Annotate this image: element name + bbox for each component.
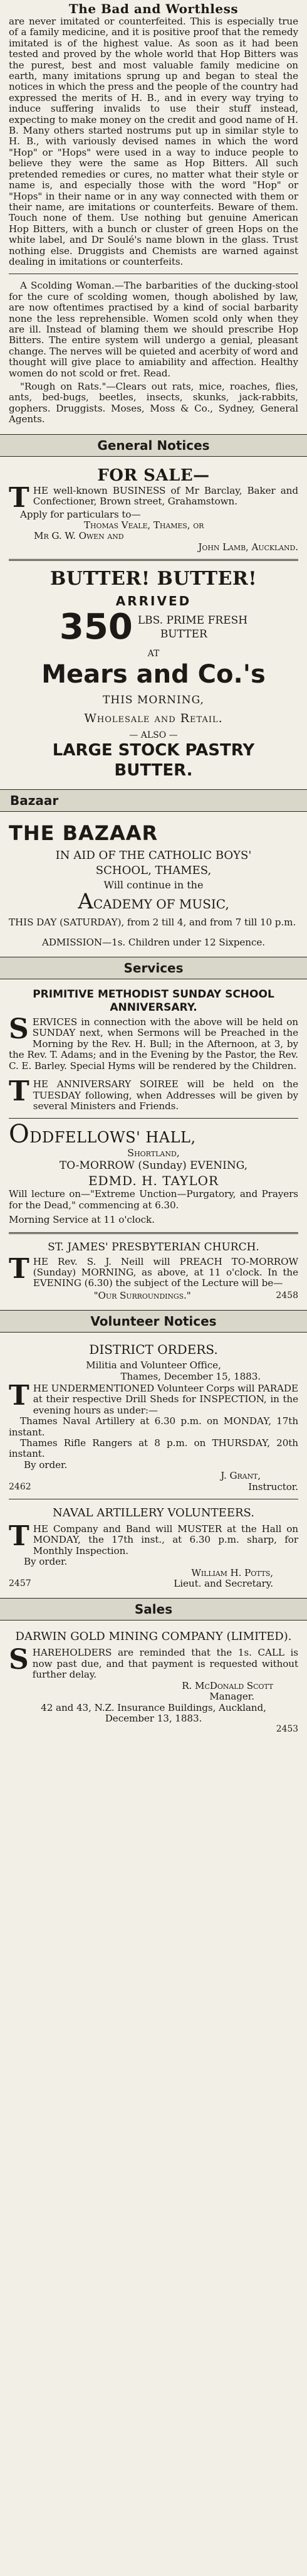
oddfellows-speaker: EDMD. H. TAYLOR xyxy=(88,1173,219,1189)
naval-heading: NAVAL ARTILLERY VOLUNTEERS. xyxy=(53,1506,254,1520)
district-corps-2: Thames Rifle Rangers at 8 p.m. on THURSDAY, 20th instant. xyxy=(9,1437,298,1460)
naval-dropcap: T xyxy=(9,1520,29,1553)
for-sale-signer-1: Thomas Veale, Thames, or xyxy=(84,519,204,531)
bazaar-heading: THE BAZAAR xyxy=(9,821,159,846)
section-bazaar: Bazaar xyxy=(0,789,307,812)
district-by-order: By order. xyxy=(24,1459,68,1471)
darwin-body: HAREHOLDERS are reminded that the 1s. CALL is now past due, and that payment is requested without further delay. xyxy=(32,1647,298,1681)
district-corps-1: Thames Naval Artillery at 6.30 p.m. on MONDAY, 17th instant. xyxy=(9,1415,298,1438)
darwin-signer: R. McDonald Scott xyxy=(182,1679,273,1691)
darwin-ad xyxy=(9,1629,298,1735)
butter-firm: Mears and Co.'s xyxy=(41,660,266,689)
bazaar-ad xyxy=(9,821,298,948)
bazaar-today: THIS DAY (SATURDAY), from 2 till 4, and from 7 till 10 p.m. xyxy=(9,917,296,929)
oddfellows-heading-row xyxy=(9,1120,298,1149)
darwin-dropcap: S xyxy=(9,1644,29,1676)
oddfellows-service: Morning Service at 11 o'clock. xyxy=(9,1214,155,1226)
for-sale-dropcap: T xyxy=(9,481,29,514)
butter-label: BUTTER xyxy=(160,628,207,641)
st-james-subject: "Our Surroundings." xyxy=(93,1289,191,1301)
bazaar-academy: CADEMY OF MUSIC, xyxy=(93,897,229,912)
divider xyxy=(9,559,298,561)
darwin-title: Manager. xyxy=(209,1691,254,1703)
butter-pastry-2: BUTTER. xyxy=(114,761,193,780)
bazaar-line-2: SCHOOL, THAMES, xyxy=(95,864,212,878)
bazaar-line-1: IN AID OF THE CATHOLIC BOYS' xyxy=(55,849,252,863)
oddfellows-heading: DDFELLOWS' HALL, xyxy=(29,1129,196,1147)
primitive-heading: PRIMITIVE METHODIST SUNDAY SCHOOL ANNIVERSARY. xyxy=(33,988,274,1014)
district-sub: Militia and Volunteer Office, xyxy=(86,1360,221,1371)
darwin-address: 42 and 43, N.Z. Insurance Buildings, Auckland, December 13, 1883. xyxy=(41,1701,266,1724)
section-sales: Sales xyxy=(0,1598,307,1621)
naval-title: Lieut. and Secretary. xyxy=(174,1578,273,1590)
darwin-heading: DARWIN GOLD MINING COMPANY (LIMITED). xyxy=(15,1630,292,1644)
naval-num: 2457 xyxy=(9,1578,31,1589)
for-sale-heading: FOR SALE— xyxy=(97,466,210,485)
naval-signer: William H. Potts, xyxy=(191,1567,273,1578)
district-num: 2462 xyxy=(9,1481,31,1492)
district-heading: DISTRICT ORDERS. xyxy=(89,1342,218,1358)
district-body: HE UNDERMENTIONED Volunteer Corps will PARADE at their respective Drill Sheds for INSPECTION, in the evening hours as under:— xyxy=(33,1382,298,1416)
st-james-num: 2458 xyxy=(276,1290,298,1301)
divider xyxy=(9,1232,298,1234)
naval-by-order: By order. xyxy=(24,1556,68,1568)
for-sale-ad xyxy=(9,466,298,553)
primitive-body-2: HE ANNIVERSARY SOIREE will be held on the TUESDAY following, when Addresses will be given by several Ministers and Friends. xyxy=(33,1078,298,1112)
butter-lbs: LBS. PRIME FRESH xyxy=(137,614,248,627)
butter-quantity-row xyxy=(9,607,298,648)
section-services: Services xyxy=(0,957,307,979)
naval-body: HE Company and Band will MUSTER at the Hall on MONDAY, the 17th inst., at 6.30 p.m. sharp, for Monthly Inspection. xyxy=(33,1523,298,1557)
oddfellows-when: TO-MORROW (Sunday) EVENING, xyxy=(59,1159,248,1173)
st-james-body: HE Rev. S. J. Neill will PREACH TO-MORROW (Sunday) MORNING, as above, at 11 o'clock. In the EVENING (6.30) the subject of the Lecture will be— xyxy=(33,1255,298,1289)
bazaar-line-3: Will continue in the xyxy=(103,879,204,891)
bazaar-academy-row xyxy=(9,889,298,915)
butter-at: AT xyxy=(147,649,160,659)
butter-qty: 350 xyxy=(59,607,133,648)
divider xyxy=(9,1118,298,1119)
district-orders-ad xyxy=(9,1341,298,1493)
district-dropcap: T xyxy=(9,1379,29,1412)
scolding-woman-ad xyxy=(9,280,298,425)
oddfellows-ad xyxy=(9,1120,298,1226)
st-james-ad xyxy=(9,1240,298,1302)
scolding-woman-body: A Scolding Woman.—The barbarities of the ducking-stool for the cure of scolding women, though abolished by law, are now oftentimes practised by a kind of social barbarity none the less reprehensible. Women scold only when they are ill. Instead of blaming them we should prescribe Hop Bitters. The entire system will undergo a genial, pleasant change. The nerves will be quieted and acerbity of word and thought will give place to amiability and affection. Healthy women do not scold or fret. Read. xyxy=(9,280,298,379)
primitive-dropcap: S xyxy=(9,1013,29,1046)
butter-arrived: ARRIVED xyxy=(115,593,192,609)
hop-bitters-heading: The Bad and Worthless xyxy=(68,1,239,16)
butter-trade: Wholesale and Retail. xyxy=(84,711,223,726)
butter-heading: BUTTER! BUTTER! xyxy=(49,568,258,590)
hop-bitters-body: are never imitated or counterfeited. This is especially true of a family medicine, and it is positive proof that the remedy imitated is of the highest value. As soon as it had been tested and proved by the whole world that Hop Bitters was the purest, best and most valuable family medicine on earth, many imitations sprung up and began to steal the notices in which the press and the people of the country had expressed the merits of H. B., and in every way trying to induce suffering invalids to use their stuff instead, expecting to make money on the credit and good name of H. B. Many others started nostrums put up in similar style to H. B., with variously devised names in which the word "Hop" or "Hops" were used in a way to induce people to believe they were the same as Hop Bitters. All such pretended remedies or cures, no matter what their style or name is, and especially those with the word "Hop" or "Hops" in their name or in any way connected with them or their name, are imitations or counterfeits. Beware of them. Touch none of them. Use nothing but genuine American Hop Bitters, with a bunch or cluster of green Hops on the white label, and Dr Soulé's name blown in the glass. Trust nothing else. Druggists and Chemists are warned against dealing in imitations or counterfeits. xyxy=(9,16,298,267)
butter-morning: THIS MORNING, xyxy=(103,694,204,707)
butter-ad xyxy=(9,567,298,780)
district-title: Instructor. xyxy=(248,1481,298,1493)
darwin-num: 2453 xyxy=(276,1724,298,1735)
st-james-heading: ST. JAMES' PRESBYTERIAN CHURCH. xyxy=(48,1240,259,1253)
for-sale-apply: Apply for particulars to— xyxy=(20,508,141,520)
bazaar-dropcap: A xyxy=(78,889,93,915)
primitive-body: ERVICES in connection with the above will be held on SUNDAY next, when Sermons will be Preached in the Morning by the Rev. H. Bull; in the Afternoon, at 3, by the Rev. T. Adams; and in the Evening by the Pastor, the Rev. C. E. Barley. Special Hyms will be rendered by the Children. xyxy=(9,1016,298,1072)
butter-pastry: LARGE STOCK PASTRY xyxy=(52,741,255,760)
hop-bitters-ad xyxy=(9,0,298,267)
butter-also: — ALSO — xyxy=(129,730,178,741)
district-signer: J. Grant, xyxy=(221,1470,261,1482)
primitive-methodist-ad xyxy=(9,988,298,1112)
naval-artillery-ad xyxy=(9,1506,298,1589)
section-volunteer-notices: Volunteer Notices xyxy=(0,1310,307,1333)
oddfellows-sub: Shortland, xyxy=(127,1147,180,1159)
oddfellows-dropcap: O xyxy=(9,1120,30,1149)
for-sale-signer-2: Mr G. W. Owen and xyxy=(34,530,124,542)
for-sale-body: HE well-known BUSINESS of Mr Barclay, Baker and Confectioner, Brown street, Grahamstown. xyxy=(33,484,298,508)
oddfellows-body: Will lecture on—"Extreme Unction—Purgatory, and Prayers for the Dead," commencing at 6.30. xyxy=(9,1188,298,1211)
section-general-notices: General Notices xyxy=(0,434,307,457)
for-sale-signer-3: John Lamb, Auckland. xyxy=(198,541,298,553)
st-james-dropcap: T xyxy=(9,1252,29,1285)
district-date: Thames, December 15, 1883. xyxy=(120,1370,261,1382)
bazaar-admission: ADMISSION—1s. Children under 12 Sixpence. xyxy=(41,936,266,948)
primitive-dropcap-2: T xyxy=(9,1075,29,1108)
rough-on-rats-body: "Rough on Rats."—Clears out rats, mice, roaches, flies, ants, bed-bugs, beetles, insects, skunks, jack-rabbits, gophers. Druggists. Moses, Moss & Co., Sydney, General Agents. xyxy=(9,381,298,425)
